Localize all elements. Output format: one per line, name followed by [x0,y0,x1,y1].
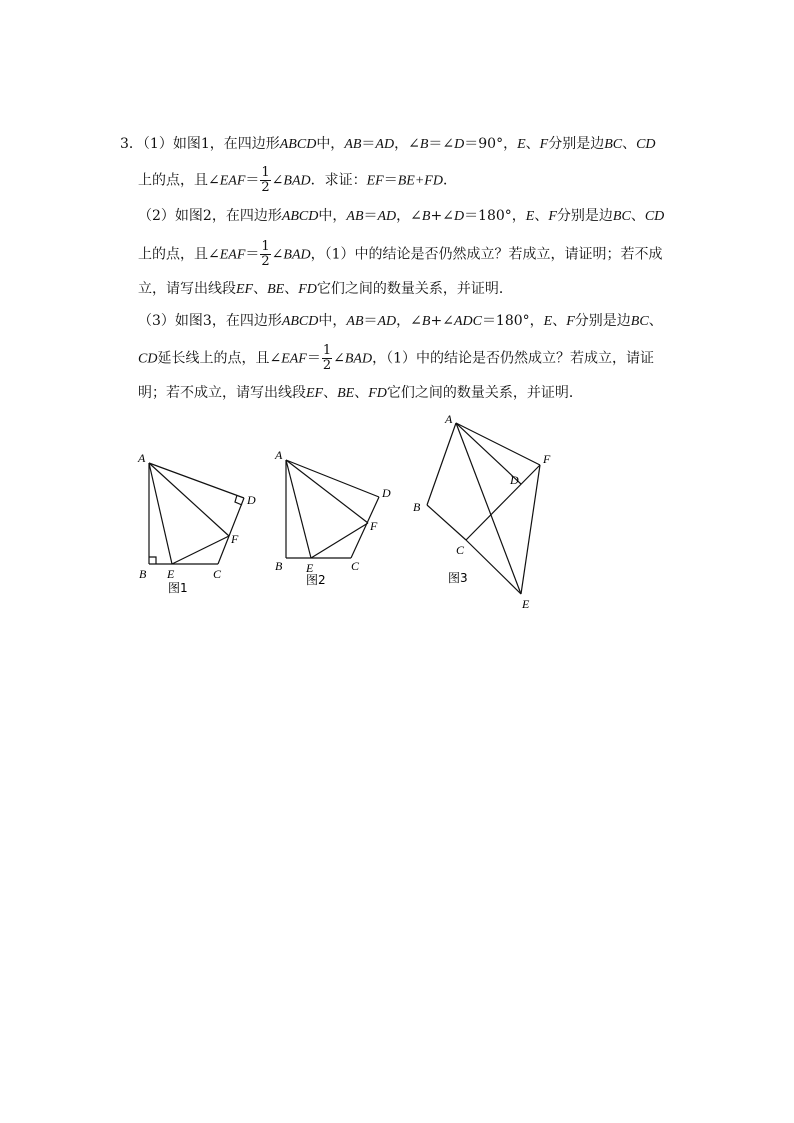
fig2-label-a: A [275,448,283,462]
fig3-label-d: D [510,473,519,487]
fig3-caption: 图3 [448,571,468,585]
fig2-label-e: E [306,561,314,575]
fig1-segment-af [149,463,229,536]
fig1-segment-ae [149,463,172,564]
fig2-segment-ad [286,460,379,497]
fig3-segment-ae [456,423,521,594]
fig3-label-e: E [522,597,530,611]
fig1-segment-cd [218,498,244,564]
fig1-label-b: B [139,567,147,581]
fig3-label-b: B [413,500,421,514]
fig3-segment-bc [427,505,466,540]
fig1-label-f: F [231,532,239,546]
problem-number: 3． [120,136,143,152]
fig1-label-a: A [138,451,146,465]
fig3-segment-af [456,423,540,465]
fig3-label-c: C [456,543,465,557]
fig1-label-d: D [247,493,256,507]
figure-2 [286,460,379,558]
problem-part3-line1: （3）如图3，在四边形ABCD中，AB＝AD，∠B+∠ADC＝180°，E、F分别是边BC、 [138,313,663,329]
fig2-segment-af [286,460,368,523]
fig1-caption: 图1 [168,581,188,595]
fig3-segment-ce [466,540,521,594]
figure-1 [149,463,244,564]
fig2-caption: 图2 [306,573,326,587]
fig2-label-d: D [382,486,391,500]
fig3-segment-ab [427,423,456,505]
problem-part2-line1: （2）如图2，在四边形ABCD中，AB＝AD，∠B+∠D＝180°，E、F分别是边BC、CD [138,208,665,224]
fig1-label-e: E [167,567,175,581]
fig1-label-c: C [213,567,222,581]
fraction-one-half: $\frac{1}{2}$ [261,165,270,195]
fig3-segment-cf [466,465,540,540]
figure-1-labels [137,451,256,595]
fig1-right-angle-b [149,557,156,564]
fig3-label-a: A [445,412,453,426]
fraction-one-half: $\frac{1}{2}$ [261,239,270,269]
problem-part2-line2: 上的点，且∠EAF＝ $\frac{1}{2}$ ∠BAD，（1）中的结论是否仍然成立？若成立，请证明；若不成 [138,239,663,269]
fig2-label-b: B [275,559,283,573]
fig3-label-f: F [543,452,551,466]
fig3-segment-ef [521,465,540,594]
problem-part1-line1: 3．（1）如图1，在四边形ABCD中，AB＝AD，∠B＝∠D＝90°，E、F分别是边BC、CD [120,136,656,152]
fig1-segment-ad [149,463,244,498]
problem-part3-line2: CD延长线上的点，且∠EAF＝ $\frac{1}{2}$ ∠BAD，（1）中的结论是否仍然成立？若成立，请证 [138,343,654,373]
figure-3 [427,423,540,594]
fraction-one-half: $\frac{1}{2}$ [322,343,332,373]
fig2-label-c: C [351,559,360,573]
problem-part2-line3: 立，请写出线段EF、BE、FD它们之间的数量关系，并证明． [138,281,513,297]
fig2-segment-ae [286,460,311,558]
fig2-label-f: F [370,519,378,533]
problem-part1-line2: 上的点，且∠EAF＝ $\frac{1}{2}$ ∠BAD．求证：EF＝BE+FD． [138,165,457,195]
fig1-segment-ef [172,536,229,564]
figure-2-labels [274,448,391,587]
problem-part3-line3: 明；若不成立，请写出线段EF、BE、FD它们之间的数量关系，并证明． [138,385,583,401]
